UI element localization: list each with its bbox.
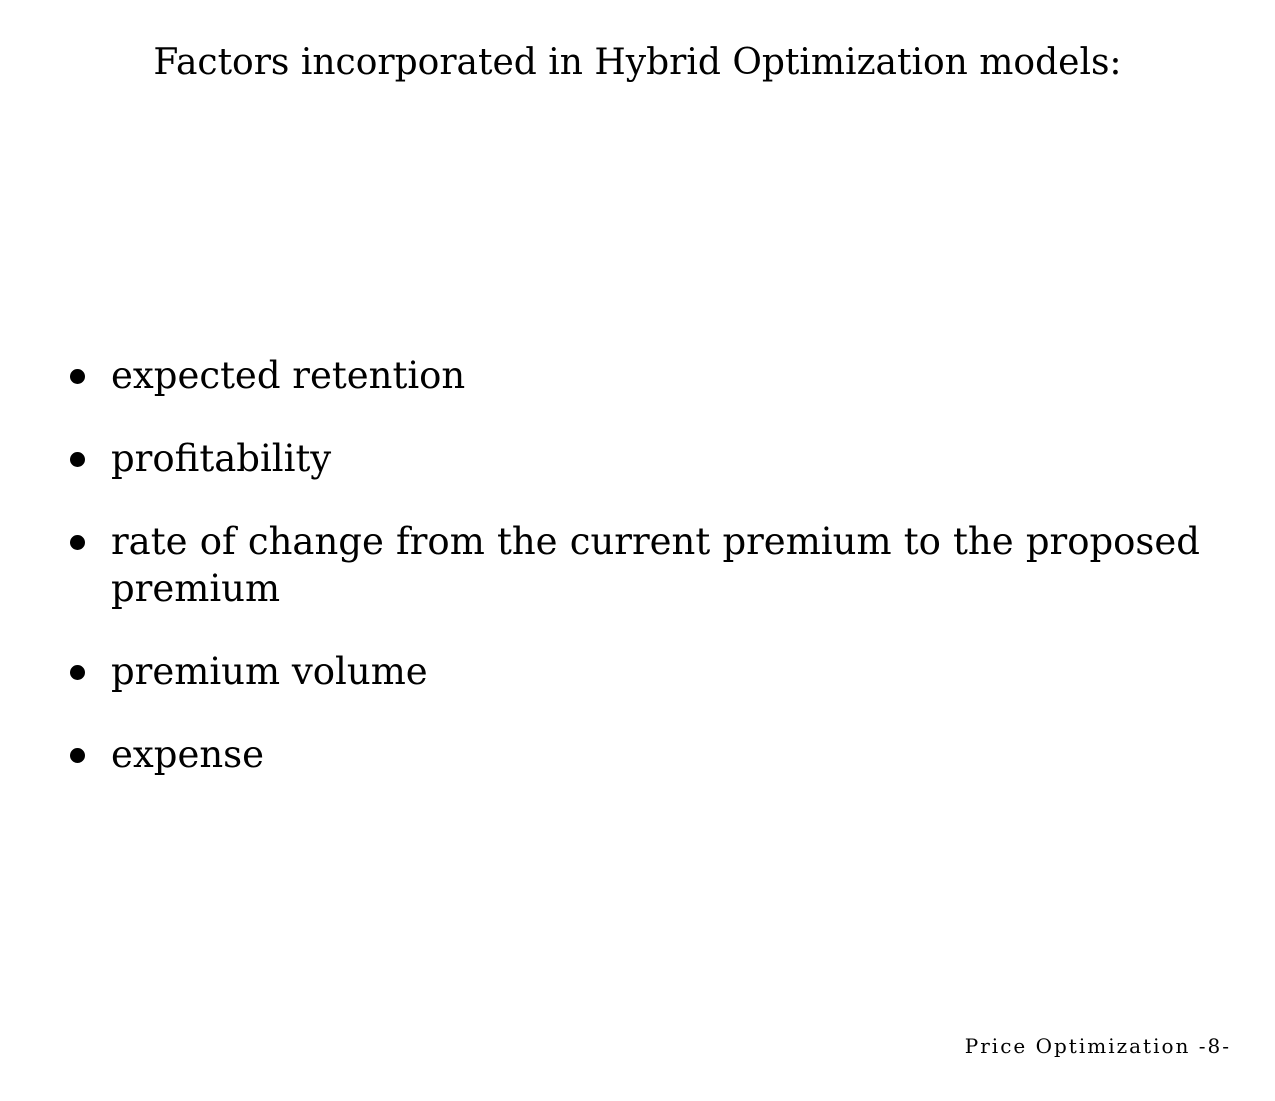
list-item-text: premium volume (111, 650, 428, 693)
list-item-text: expected retention (111, 354, 466, 397)
list-item-expected-retention (68, 352, 1200, 399)
factor-list (68, 352, 1200, 814)
list-item-profitability (68, 435, 1200, 482)
slide-footer: Price Optimization -8- (964, 1034, 1231, 1058)
bullet-icon (70, 535, 85, 550)
bullet-icon (70, 452, 85, 467)
list-item-text: expense (111, 733, 265, 776)
list-item-premium-volume (68, 648, 1200, 695)
list-item-text: profitability (111, 437, 332, 480)
list-item-expense (68, 731, 1200, 778)
bullet-icon (70, 665, 85, 680)
bullet-icon (70, 748, 85, 763)
slide-title: Factors incorporated in Hybrid Optimization models: (153, 42, 1122, 83)
list-item-text: rate of change from the current premium to the proposed premium (111, 520, 1200, 610)
list-item-rate-of-change (68, 518, 1200, 612)
bullet-icon (70, 369, 85, 384)
